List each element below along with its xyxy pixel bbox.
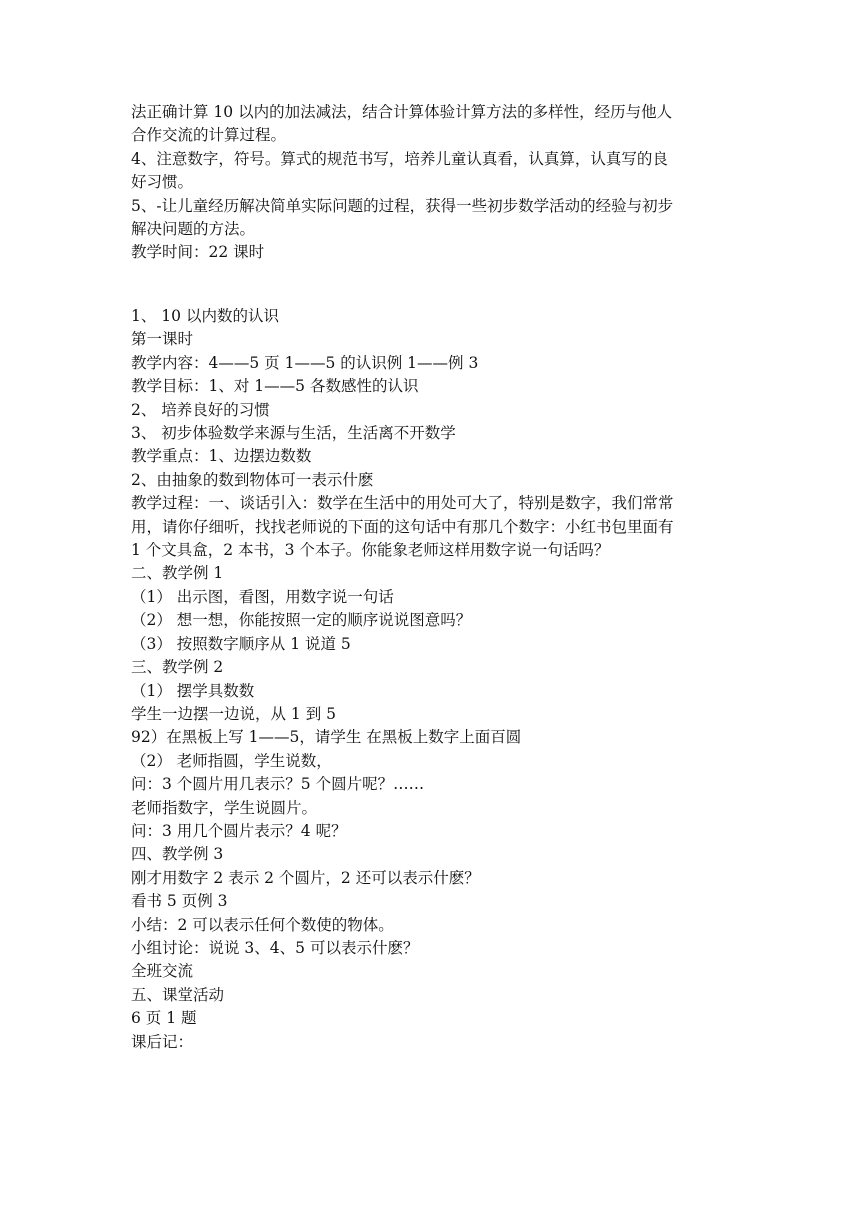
text-line: （1） 摆学具数数 xyxy=(131,681,255,700)
text-line: 教学过程：一、谈话引入：数学在生活中的用处可大了，特别是数字，我们常常 xyxy=(131,494,674,513)
text-line: 教学内容：4——5 页 1——5 的认识例 1——例 3 xyxy=(131,353,479,372)
text-line: 1 个文具盒，2 本书，3 个本子。你能象老师这样用数字说一句话吗？ xyxy=(131,541,610,560)
text-line: 学生一边摆一边说，从 1 到 5 xyxy=(131,704,337,723)
text-line: （3） 按照数字顺序从 1 说道 5 xyxy=(131,634,351,653)
text-line: （1） 出示图，看图，用数字说一句话 xyxy=(131,587,394,606)
text-line: 二、教学例 1 xyxy=(131,564,224,583)
text-line: 6 页 1 题 xyxy=(131,1009,197,1028)
text-line: 问：3 个圆片用几表示？5 个圆片呢？…… xyxy=(131,775,425,794)
text-line: 老师指数字，学生说圆片。 xyxy=(131,798,318,817)
text-line: 刚才用数字 2 表示 2 个圆片，2 还可以表示什麽？ xyxy=(131,868,480,887)
intro-text-block xyxy=(131,101,731,265)
text-line: 看书 5 页例 3 xyxy=(131,892,228,911)
text-line: 2、 培养良好的习惯 xyxy=(131,400,270,419)
section-heading: 1、 10 以内数的认识 xyxy=(131,307,279,325)
text-line: 四、教学例 3 xyxy=(131,845,224,864)
text-line: 3、 初步体验数学来源与生活，生活离不开数学 xyxy=(131,424,456,443)
text-line: 5、-让儿童经历解决简单实际问题的过程，获得一些初步数学活动的经验与初步 xyxy=(131,196,674,215)
text-line: 五、课堂活动 xyxy=(131,985,225,1004)
text-line: 小结：2 可以表示任何个数使的物体。 xyxy=(131,915,394,934)
text-line: （2） 想一想，你能按照一定的顺序说说图意吗？ xyxy=(131,611,472,630)
text-line: 教学目标：1、对 1——5 各数感性的认识 xyxy=(131,377,419,396)
text-line: 92）在黑板上写 1——5，请学生 在黑板上数字上面百圆 xyxy=(131,728,522,747)
text-line: 解决问题的方法。 xyxy=(131,220,256,239)
text-line: 教学时间：22 课时 xyxy=(131,243,265,262)
text-line: 三、教学例 2 xyxy=(131,658,224,677)
text-line: 用，请你仔细听，找找老师说的下面的这句话中有那几个数字：小红书包里面有 xyxy=(131,517,674,536)
text-line: 课后记： xyxy=(131,1032,194,1051)
text-line: 好习惯。 xyxy=(131,173,194,192)
text-line: 2、由抽象的数到物体可一表示什麽 xyxy=(131,470,374,489)
text-line: （2） 老师指圆，学生说数， xyxy=(131,751,332,770)
text-line: 教学重点：1、边摆边数数 xyxy=(131,447,312,466)
text-line: 全班交流 xyxy=(131,962,194,981)
text-line: 法正确计算 10 以内的加法减法，结合计算体验计算方法的多样性，经历与他人 xyxy=(131,103,673,121)
text-line: 第一课时 xyxy=(131,330,194,349)
text-line: 小组讨论：说说 3、4、5 可以表示什麽？ xyxy=(131,938,419,957)
lesson-text-block xyxy=(131,305,731,1054)
text-line: 合作交流的计算过程。 xyxy=(131,126,287,145)
text-line: 问：3 用几个圆片表示？4 呢？ xyxy=(131,821,347,840)
text-line: 4、注意数字，符号。算式的规范书写，培养儿童认真看，认真算，认真写的良 xyxy=(131,149,668,168)
